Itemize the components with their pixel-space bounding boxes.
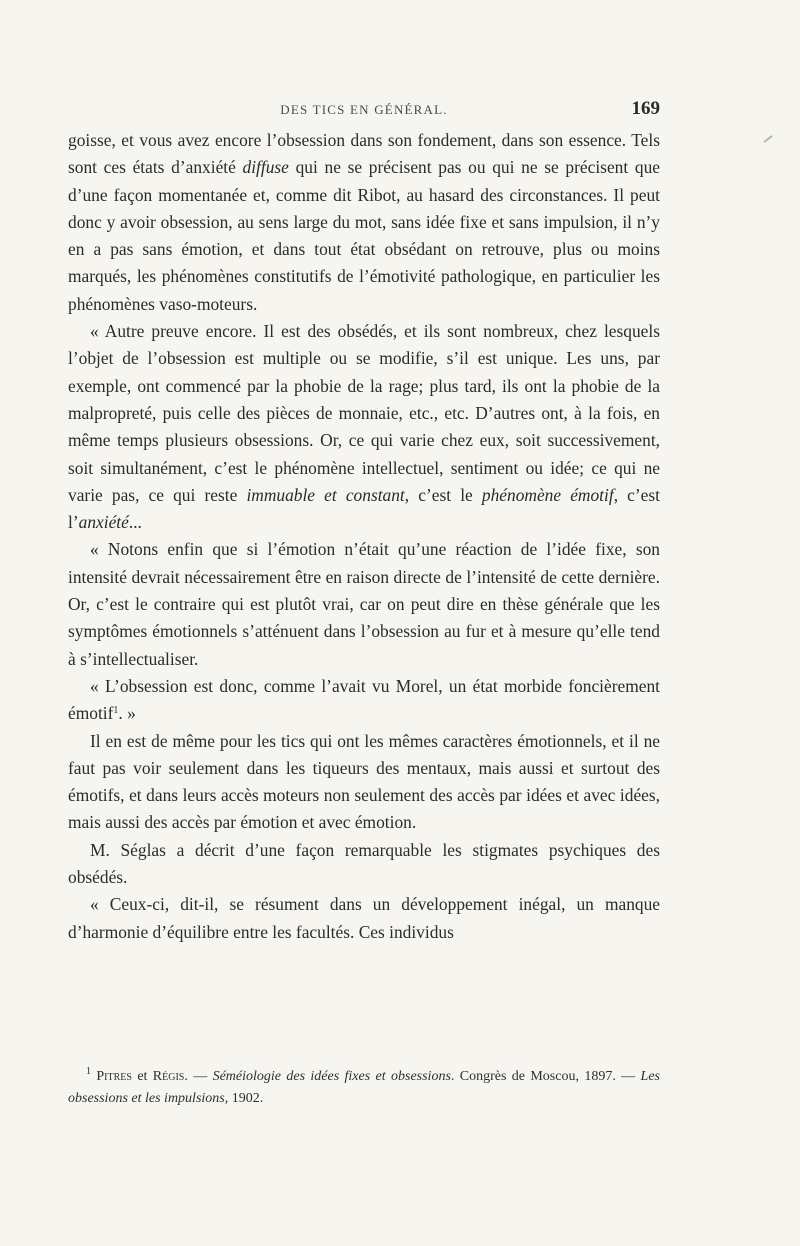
paragraph (68, 318, 660, 536)
text-run: , 1902. (224, 1091, 264, 1106)
text-run: Il en est de même pour les tics qui ont les mêmes caractères émotionnels, et il ne faut pas voir seulement dans les tiqueurs des mentaux, mais aussi et surtout des émotifs, et dans leurs accès moteurs non seulement des accès par idées et avec idées, mais aussi des accès par émotion et avec émotion. (68, 730, 660, 833)
paragraph (68, 837, 660, 892)
body-text (68, 127, 660, 946)
running-head (68, 100, 660, 124)
italic-run: anxiété (78, 512, 129, 533)
italic-run: Les obsessions et les impulsions (68, 1069, 660, 1106)
paragraph (68, 127, 660, 318)
small-caps-run: Régis (152, 1069, 185, 1084)
margin-pencil-mark (763, 135, 772, 143)
text-run: . Congrès de Moscou, 1897. — (450, 1069, 641, 1084)
paragraph (68, 673, 660, 728)
text-run: « Autre preuve encore. Il est des obsédés, et ils sont nombreux, chez lesquels l’objet de l’obsession est multiple ou se modifie, s’il est unique. Les uns, par exemple, ont commencé par la phobie de la rage; plus tard, ils ont la phobie de la malpropreté, puis celle des pièces de monnaie, etc., etc. D’autres ont, à la fois, en même temps plusieurs obsessions. Or, ce qui varie chez eux, soit successivement, soit simultanément, c’est le phénomène intellectuel, sentiment ou idée; ce qui ne varie pas, ce qui reste (68, 321, 660, 505)
italic-run: immuable et constant (246, 484, 405, 505)
italic-run: phénomène émotif (481, 484, 614, 505)
italic-run: diffuse (242, 157, 289, 178)
running-title: DES TICS EN GÉNÉRAL. (280, 102, 448, 117)
page-number: 169 (631, 98, 660, 119)
paragraph (68, 536, 660, 672)
text-run: . » (118, 703, 136, 724)
text-run: et (131, 1069, 153, 1084)
small-caps-run: Pitres (96, 1069, 132, 1084)
footnote-ref: 1 (86, 1066, 91, 1077)
text-run: . — (184, 1069, 213, 1084)
text-run: « L’obsession est donc, comme l’avait vu Morel, un état morbide foncièrement émotif (68, 675, 660, 724)
text-run: « Notons enfin que si l’émotion n’était qu’une réaction de l’idée fixe, son intensité devrait nécessairement être en raison directe de l’intensité de cette dernière. Or, c’est le contraire qui est plutôt vrai, car on peut dire en thèse générale que les symptômes émotionnels s’atténuent dans l’obsession au fur et à mesure qu’elle tend à s’intellectualiser. (68, 539, 660, 669)
text-run: qui ne se précisent pas ou qui ne se précisent que d’une façon momentanée et, comme dit Ribot, au hasard des circonstances. Il peut donc y avoir obsession, au sens large du mot, sans idée fixe et sans impulsion, il n’y en a pas sans émotion, et dans tout état obsédant on retrouve, plus ou moins marqués, les phénomènes constitutifs de l’émotivité pathologique, en particulier les phénomènes vaso-moteurs. (68, 157, 660, 314)
italic-run: Séméiologie des idées fixes et obsessions (212, 1069, 451, 1084)
text-run: « Ceux-ci, dit-il, se résument dans un développement inégal, un manque d’harmonie d’équilibre entre les facultés. Ces individus (68, 894, 660, 942)
footnote (68, 1066, 660, 1110)
text-run: M. Séglas a décrit d’une façon remarquable les stigmates psychiques des obsédés. (68, 839, 660, 888)
paragraph (68, 891, 660, 946)
paragraph (68, 728, 660, 837)
footnote-ref: 1 (113, 705, 119, 717)
text-run: ... (128, 512, 142, 533)
text-run: goisse, et vous avez encore l’obsession dans son fondement, dans son essence. Tels sont ces états d’anxiété (68, 130, 660, 178)
text-run: , c’est l’ (68, 484, 660, 533)
footnotes (68, 1066, 660, 1110)
text-run: , c’est le (404, 484, 482, 505)
